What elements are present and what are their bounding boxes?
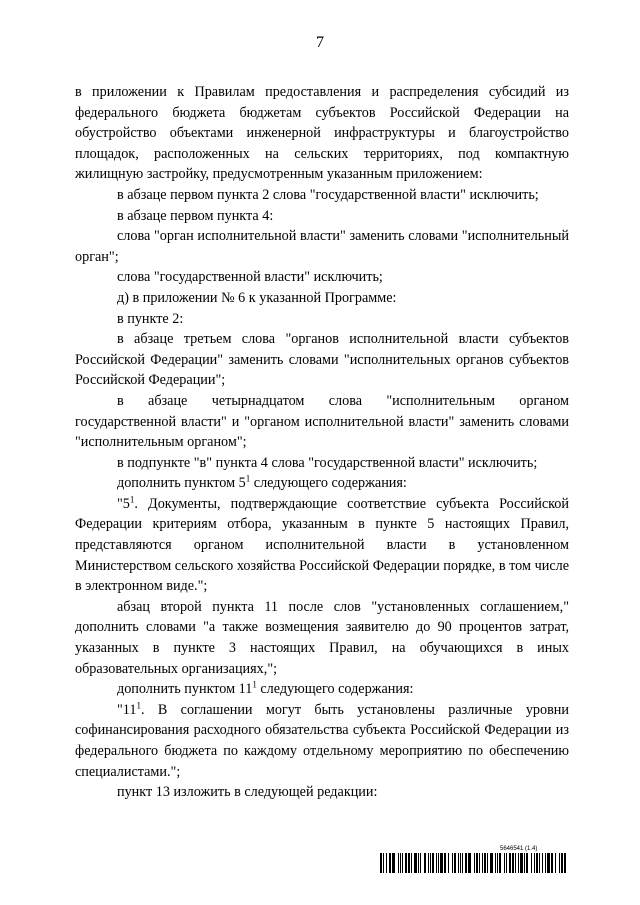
superscript: 1: [252, 679, 257, 690]
paragraph: пункт 13 изложить в следующей редакции:: [117, 784, 378, 801]
barcode-image: [380, 853, 570, 873]
paragraph-text: "11: [117, 701, 137, 718]
paragraph: в приложении к Правилам предоставления и распределения субсидий из федерального бюджета бюджетам субъектов Российской Федерации на обустройство объектами инженерной инфраструктуры и благоустройство площадок, расположенных на сельских территориях, под компактную жилищную застройку, предусмотренным указанным приложением:: [75, 84, 569, 183]
paragraph: слова "государственной власти" исключить;: [117, 269, 383, 286]
paragraph-text: следующего содержания:: [256, 681, 414, 698]
page-number: 7: [316, 34, 324, 51]
paragraph: [75, 700, 569, 782]
paragraph: [75, 679, 569, 700]
paragraph-text: . Документы, подтверждающие соответствие субъекта Российской Федерации критериям отбора, указанным в пункте 5 настоящих Правил, представляются органом исполнительной власти в установленном Министерством сельского хозяйства Российской Федерации порядке, в том числе в электронном виде.";: [75, 495, 569, 595]
paragraph: д) в приложении № 6 к указанной Программе:: [117, 289, 397, 306]
paragraph: в подпункте "в" пункта 4 слова "государственной власти" исключить;: [117, 454, 538, 471]
paragraph-text: дополнить пунктом 11: [117, 681, 253, 698]
paragraph: в абзаце первом пункта 4:: [117, 207, 274, 224]
paragraph-text: дополнить пунктом 5: [117, 475, 246, 492]
superscript: 1: [136, 700, 141, 711]
document-body: [75, 82, 569, 803]
paragraph: в абзаце четырнадцатом слова "исполнительным органом государственной власти" и "органом исполнительной власти" заменить словами "исполнительным органом";: [75, 392, 569, 451]
paragraph: [75, 494, 569, 597]
superscript: 1: [245, 473, 251, 484]
paragraph: в пункте 2:: [117, 310, 184, 327]
paragraph: абзац второй пункта 11 после слов "установленных соглашением," дополнить словами "а также возмещения заявителю до 90 процентов затрат, указанных в пункте 3 настоящих Правил, на обучающихся в иных образовательных организациях,";: [75, 598, 569, 677]
barcode-id: 5646541 (1.4): [500, 846, 538, 852]
paragraph-text: следующего содержания:: [250, 475, 407, 492]
paragraph: в абзаце третьем слова "органов исполнительной власти субъектов Российской Федерации" заменить словами "исполнительных органов субъектов Российской Федерации";: [75, 331, 569, 389]
superscript: 1: [129, 494, 135, 505]
paragraph: [75, 473, 569, 494]
paragraph-text: . В соглашении могут быть установлены различные уровни софинансирования расходного обязательства субъекта Российской Федерации из федерального бюджета по каждому отдельному мероприятию по обеспечению специалистами.";: [75, 701, 569, 780]
paragraph: в абзаце первом пункта 2 слова "государственной власти" исключить;: [117, 186, 539, 203]
paragraph: слова "орган исполнительной власти" заменить словами "исполнительный орган";: [75, 228, 569, 265]
paragraph-text: "5: [117, 495, 130, 512]
